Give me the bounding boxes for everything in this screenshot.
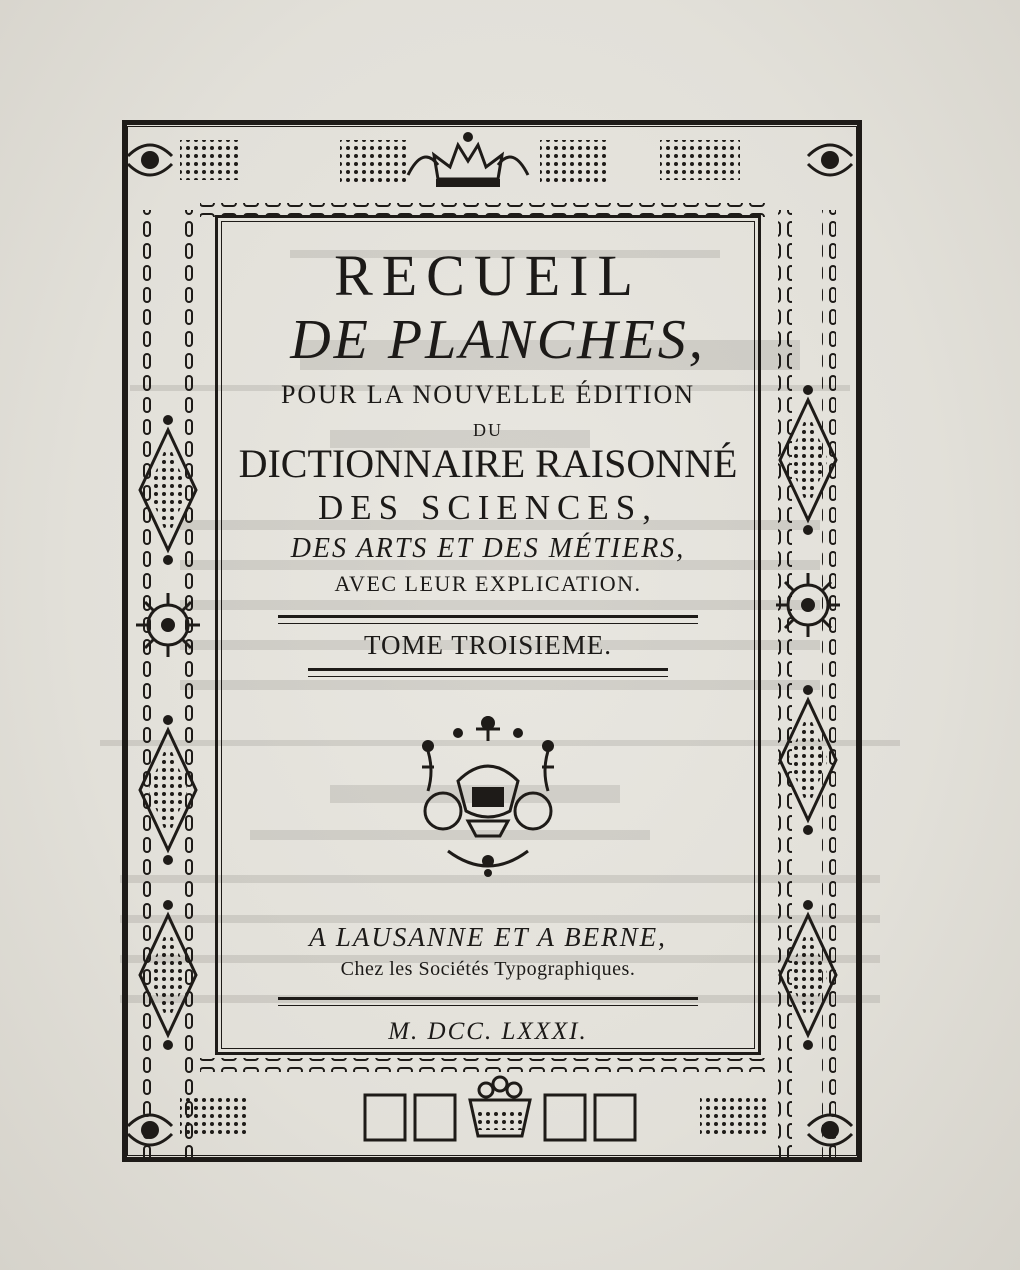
subtitle-du: DU [473,420,503,440]
crown-ornament-icon [408,132,528,187]
vase-fleur-de-lis-vignette-icon [388,711,588,881]
basket-ornament-icon [470,1077,530,1136]
imprint-publisher: Chez les Sociétés Typographiques. [340,958,636,980]
divider-rule [278,997,698,1006]
title-des-arts: DES ARTS ET DES MÉTIERS, [290,533,686,564]
volume-label: TOME TROISIEME. [363,630,612,660]
imprint-year: M. DCC. LXXXI. [388,1018,588,1045]
title-dictionnaire: DICTIONNAIRE RAISONNÉ [238,441,738,486]
title-text-block [225,235,751,1052]
subtitle-explication: AVEC LEUR EXPLICATION. [334,571,642,596]
title-recueil: RECUEIL [334,243,642,308]
imprint-place: A LAUSANNE ET A BERNE, [309,922,667,952]
title-de-planches: DE PLANCHES, [290,309,706,371]
divider-rule [278,615,698,624]
subtitle-nouvelle-edition: POUR LA NOUVELLE ÉDITION [280,380,696,409]
divider-rule [308,668,668,677]
title-des-sciences: DES SCIENCES, [318,488,658,527]
